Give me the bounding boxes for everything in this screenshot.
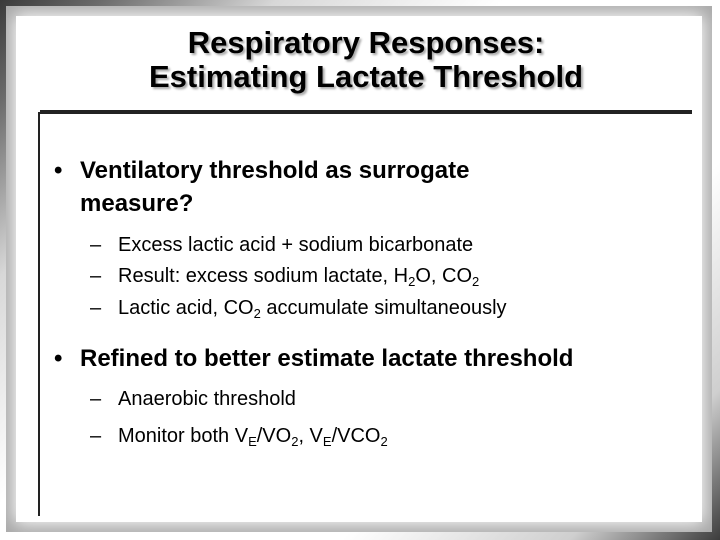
title-line-1: Respiratory Responses:: [187, 25, 545, 60]
bullet-text-line-2: measure?: [80, 190, 194, 217]
sub-bullet-anaerobic-threshold: [90, 387, 690, 411]
sub-bullet-monitor-both: [90, 424, 690, 448]
text-part: O, CO: [415, 265, 473, 287]
text-part: Result: excess sodium lactate, H: [118, 265, 409, 287]
subscript: 2: [291, 434, 299, 449]
bullet-text-line-1: Refined to better estimate lactate threshold: [80, 345, 574, 372]
subscript: E: [248, 434, 257, 449]
sub-bullet-excess-lactic-acid: [90, 233, 690, 257]
text-part: , V: [298, 425, 323, 447]
sub-bullet-text: [118, 424, 690, 448]
sub-bullet-text: Excess lactic acid + sodium bicarbonate: [118, 234, 474, 256]
bullet-ventilatory-threshold: [54, 154, 694, 220]
title-divider: [40, 110, 692, 114]
text-part: Monitor both V: [118, 425, 249, 447]
sub-bullet-marker: –: [90, 234, 102, 256]
title-line-2: Estimating Lactate Threshold: [148, 59, 584, 94]
sub-bullet-result: [90, 264, 690, 288]
subscript: 2: [380, 434, 388, 449]
bullet-marker: •: [54, 345, 63, 372]
text-part: accumulate simultaneously: [260, 297, 507, 319]
subscript: E: [322, 434, 332, 449]
bullet-marker: •: [54, 157, 63, 184]
slide-frame: [6, 6, 712, 532]
sub-bullet-text: [118, 264, 690, 288]
sub-bullet-text: Anaerobic threshold: [118, 388, 296, 410]
sub-bullet-marker: –: [90, 265, 102, 287]
text-part: /VCO: [331, 425, 381, 447]
slide-content: [16, 16, 702, 522]
sub-bullet-lactic-acid-co2: [90, 296, 690, 320]
sub-bullet-marker: –: [90, 388, 102, 410]
bullet-refined-estimate: [54, 342, 704, 375]
text-part: /VO: [256, 425, 292, 447]
text-part: Lactic acid, CO: [118, 297, 254, 319]
bullet-text-line-1: Ventilatory threshold as surrogate: [80, 157, 470, 184]
subscript: 2: [472, 274, 480, 289]
sub-bullet-text: [118, 296, 690, 320]
sub-bullet-marker: –: [90, 425, 102, 447]
sub-bullet-marker: –: [90, 297, 102, 319]
subscript: 2: [408, 274, 416, 289]
left-divider: [38, 112, 40, 516]
slide-title: [46, 26, 686, 94]
subscript: 2: [253, 306, 261, 321]
